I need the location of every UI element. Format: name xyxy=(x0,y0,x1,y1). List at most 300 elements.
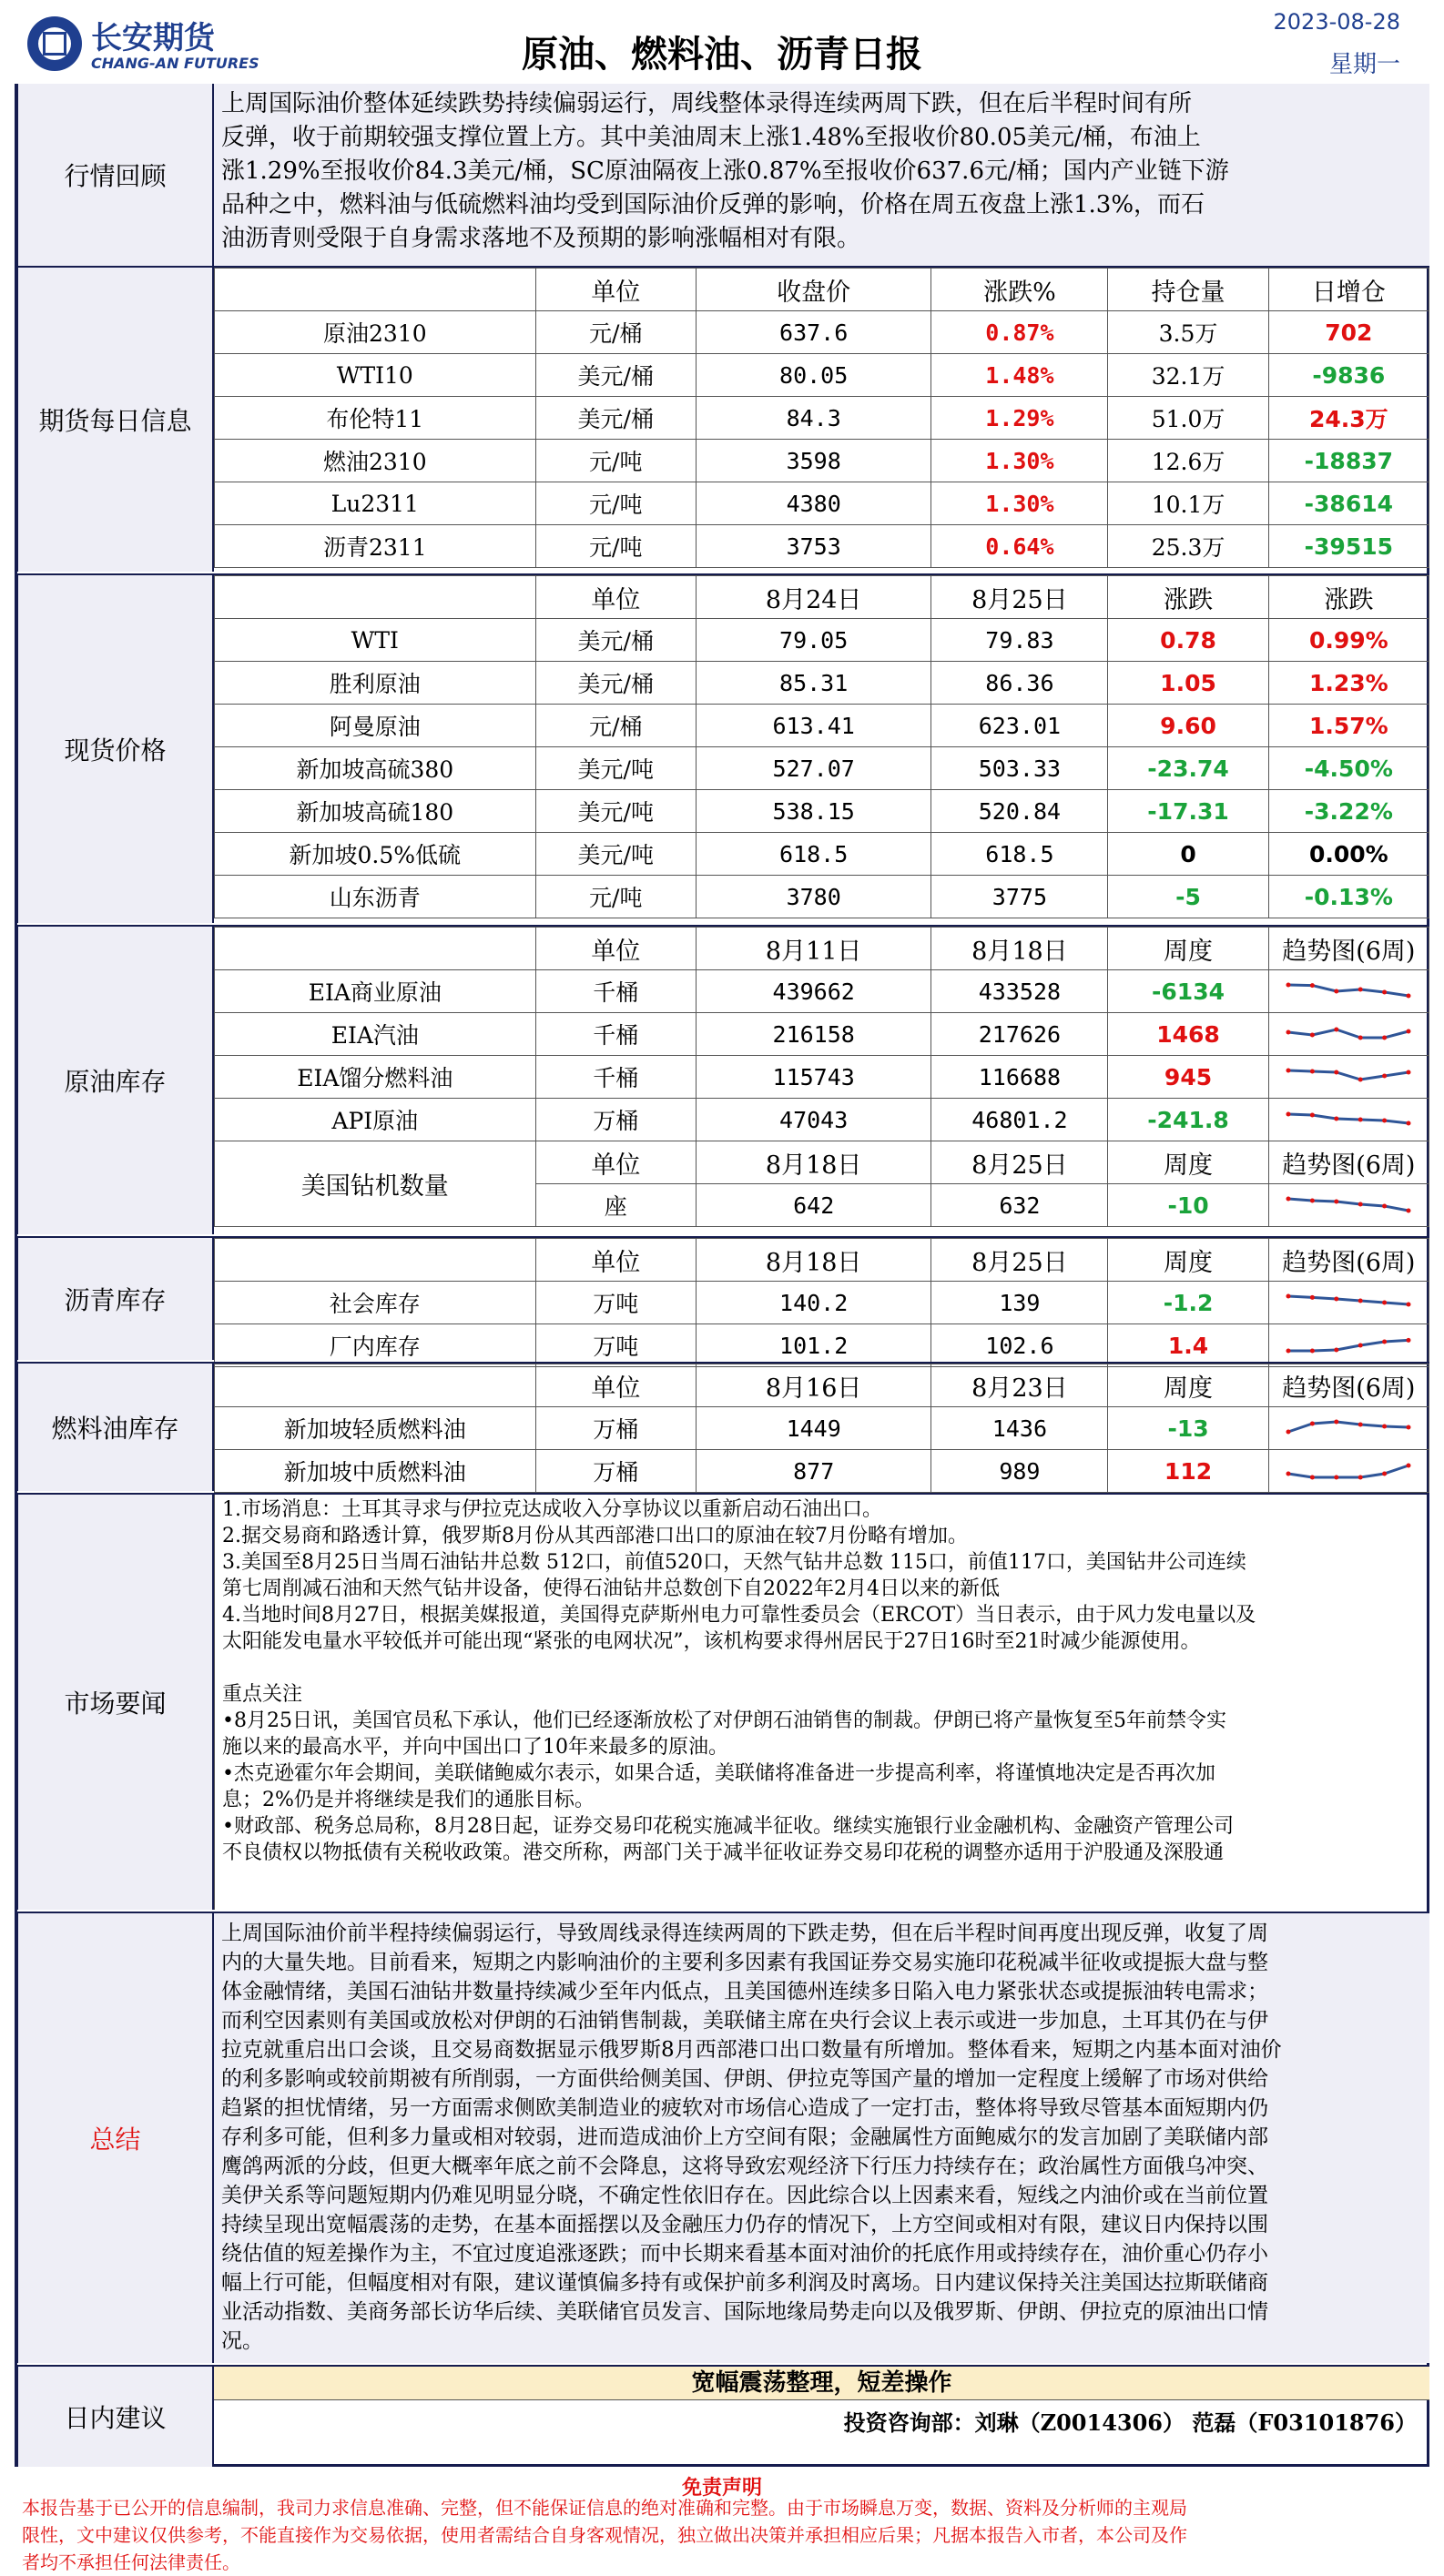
header-cell: 单位 xyxy=(535,269,696,311)
trend-point xyxy=(1310,1033,1315,1038)
contract-name: 沥青2311 xyxy=(215,525,536,568)
value-curr: 433528 xyxy=(931,970,1108,1013)
value-prev: 642 xyxy=(696,1184,931,1227)
header-cell: 8月25日 xyxy=(931,1141,1108,1184)
unit-cell: 座 xyxy=(535,1184,696,1227)
change-pct: 1.29% xyxy=(931,397,1108,440)
trend-point xyxy=(1286,1472,1291,1476)
change-pct: -4.50% xyxy=(1268,747,1429,790)
unit-cell: 元/吨 xyxy=(535,525,696,568)
trend-sparkline xyxy=(1285,1334,1412,1357)
text-line: 者均不承担任何法律责任。 xyxy=(22,2551,240,2573)
text-line: 限性，文中建议仅供参考，不能直接作为交易依据，使用者需结合自身客观情况，独立做出决策并承担相应后果；凡据本报告入市者，本公司及作 xyxy=(22,2524,1187,2546)
header-cell: 趋势图(6周) xyxy=(1268,928,1429,970)
text-line: 本报告基于已公开的信息编制，我司力求信息准确、完整，但不能保证信息的绝对准确和完整。由于市场瞬息万变，数据、资料及分析师的主观局 xyxy=(22,2497,1187,2519)
market-news-text xyxy=(222,1496,1422,1866)
weekly-change: -10 xyxy=(1108,1184,1268,1227)
table-row xyxy=(215,1099,1429,1141)
text-line: •8月25日讯，美国官员私下承认，他们已经逐渐放松了对伊朗石油销售的制裁。伊朗已将产量恢复至5年前禁令实 xyxy=(222,1709,1226,1732)
table-row xyxy=(215,1056,1429,1099)
price-prev: 527.07 xyxy=(696,747,931,790)
trend-cell xyxy=(1268,1407,1429,1450)
trend-point xyxy=(1407,1425,1411,1430)
table-row xyxy=(215,662,1429,705)
header-cell: 涨跌% xyxy=(931,269,1108,311)
section-label: 燃料油库存 xyxy=(15,1364,214,1491)
trend-sparkline xyxy=(1285,979,1412,1003)
close-price: 3753 xyxy=(696,525,931,568)
value-prev: 1449 xyxy=(696,1407,931,1450)
text-line: 2.据交易商和路透计算，俄罗斯8月份从其西部港口出口的原油在较7月份略有增加。 xyxy=(222,1525,968,1547)
trend-point xyxy=(1382,990,1387,995)
daily-oi-change: -39515 xyxy=(1268,525,1429,568)
inventory-name: 厂内库存 xyxy=(215,1324,536,1367)
crude-inventory-section xyxy=(15,925,1429,1234)
inventory-name: 新加坡中质燃料油 xyxy=(215,1450,536,1493)
close-price: 84.3 xyxy=(696,397,931,440)
open-interest: 25.3万 xyxy=(1108,525,1268,568)
value-prev: 216158 xyxy=(696,1013,931,1056)
spot-name: 新加坡高硫380 xyxy=(215,747,536,790)
table-header-row xyxy=(215,576,1429,619)
summary-text xyxy=(221,1919,1422,2356)
unit-cell: 元/吨 xyxy=(535,482,696,525)
trend-sparkline xyxy=(1285,1022,1412,1046)
table-header-row xyxy=(215,269,1429,311)
value-curr: 989 xyxy=(931,1450,1108,1493)
value-curr: 1436 xyxy=(931,1407,1108,1450)
fuel-oil-inventory-table xyxy=(214,1364,1429,1493)
change-abs: 0 xyxy=(1108,833,1268,876)
trend-point xyxy=(1407,1070,1411,1075)
analyst-credits: 投资咨询部：刘琳（Z0014306） 范磊（F03101876） xyxy=(843,2409,1417,2436)
change-pct: 1.30% xyxy=(931,440,1108,482)
text-line: 内的大量失地。目前看来，短期之内影响油价的主要利多因素有我国证券交易实施印花税减半征收或提振大盘与整 xyxy=(221,1951,1268,1974)
table-row xyxy=(215,876,1429,918)
rig-header-row xyxy=(215,1141,1429,1184)
trend-cell xyxy=(1268,1099,1429,1141)
unit-cell: 千桶 xyxy=(535,1056,696,1099)
change-pct: 1.23% xyxy=(1268,662,1429,705)
section-label: 现货价格 xyxy=(15,575,214,923)
change-pct: 0.64% xyxy=(931,525,1108,568)
trend-point xyxy=(1335,1117,1339,1121)
daily-oi-change: 702 xyxy=(1268,311,1429,354)
change-abs: 1.05 xyxy=(1108,662,1268,705)
spot-name: 山东沥青 xyxy=(215,876,536,918)
header-cell xyxy=(215,269,536,311)
text-line: 涨1.29%至报收价84.3美元/桶，SC原油隔夜上涨0.87%至报收价637.6元/桶；国内产业链下游 xyxy=(221,157,1229,185)
unit-cell: 万吨 xyxy=(535,1324,696,1367)
trend-line xyxy=(1288,985,1408,996)
report-weekday: 星期一 xyxy=(1328,51,1400,78)
header-cell xyxy=(215,1239,536,1282)
report-header xyxy=(0,0,1444,82)
trend-cell xyxy=(1268,970,1429,1013)
table-row xyxy=(215,482,1429,525)
trend-point xyxy=(1358,1036,1363,1040)
open-interest: 12.6万 xyxy=(1108,440,1268,482)
table-row xyxy=(215,1282,1429,1324)
text-line: 幅上行可能，但幅度相对有限，建议谨慎偏多持有或保护前多利润及时离场。日内建议保持关注美国达拉斯联储商 xyxy=(221,2271,1268,2295)
unit-cell: 美元/桶 xyxy=(535,354,696,397)
trend-point xyxy=(1335,1028,1339,1032)
table-row xyxy=(215,1450,1429,1493)
trend-point xyxy=(1310,1349,1315,1354)
trend-point xyxy=(1407,1303,1411,1307)
table-header-row xyxy=(215,1239,1429,1282)
review-section xyxy=(15,84,1429,266)
header-cell: 周度 xyxy=(1108,1239,1268,1282)
change-pct: 0.99% xyxy=(1268,619,1429,662)
price-curr: 79.83 xyxy=(931,619,1108,662)
header-cell xyxy=(215,928,536,970)
trend-point xyxy=(1310,983,1315,988)
price-curr: 86.36 xyxy=(931,662,1108,705)
daily-oi-change: -9836 xyxy=(1268,354,1429,397)
weekly-change: -241.8 xyxy=(1108,1099,1268,1141)
trend-point xyxy=(1335,989,1339,994)
unit-cell: 美元/桶 xyxy=(535,619,696,662)
text-line: 况。 xyxy=(221,2329,263,2353)
spot-name: 新加坡0.5%低硫 xyxy=(215,833,536,876)
weekly-change: 1468 xyxy=(1108,1013,1268,1056)
review-text xyxy=(221,87,1422,256)
company-name-en: CHANG-AN FUTURES xyxy=(91,55,259,72)
unit-cell: 美元/吨 xyxy=(535,833,696,876)
table-row xyxy=(215,525,1429,568)
trend-point xyxy=(1310,1422,1315,1426)
header-cell: 单位 xyxy=(535,576,696,619)
report-title: 原油、燃料油、沥青日报 xyxy=(522,34,922,76)
trend-cell xyxy=(1268,1184,1429,1227)
trend-sparkline xyxy=(1285,1193,1412,1217)
unit-cell: 万吨 xyxy=(535,1282,696,1324)
trend-point xyxy=(1407,1121,1411,1126)
spot-section xyxy=(15,573,1429,923)
trend-line xyxy=(1288,1340,1408,1351)
trend-point xyxy=(1382,1340,1387,1344)
price-curr: 623.01 xyxy=(931,705,1108,747)
contract-name: 燃油2310 xyxy=(215,440,536,482)
text-line: 反弹，收于前期较强支撑位置上方。其中美油周末上涨1.48%至报收价80.05美元/桶，布油上 xyxy=(221,124,1201,151)
text-line: 上周国际油价前半程持续偏弱运行，导致周线录得连续两周的下跌走势，但在后半程时间再度出现反弹，收复了周 xyxy=(221,1922,1268,1945)
trend-point xyxy=(1382,1472,1387,1476)
trend-point xyxy=(1382,1301,1387,1305)
trend-line xyxy=(1288,1070,1408,1080)
header-cell: 涨跌 xyxy=(1268,576,1429,619)
header-cell: 8月23日 xyxy=(931,1364,1108,1407)
value-prev: 101.2 xyxy=(696,1324,931,1367)
weekly-change: 112 xyxy=(1108,1450,1268,1493)
header-cell: 趋势图(6周) xyxy=(1268,1364,1429,1407)
trend-sparkline xyxy=(1285,1416,1412,1440)
unit-cell: 美元/吨 xyxy=(535,790,696,833)
daily-oi-change: -38614 xyxy=(1268,482,1429,525)
trend-point xyxy=(1310,1070,1315,1074)
value-prev: 877 xyxy=(696,1450,931,1493)
asphalt-inventory-section xyxy=(15,1236,1429,1360)
text-line: 业活动指数、美商务部长访华后续、美联储官员发言、国际地缘局势走向以及俄罗斯、伊朗、伊拉克的原油出口情 xyxy=(221,2300,1268,2324)
unit-cell: 元/桶 xyxy=(535,311,696,354)
text-line: 存利多可能，但利多力量或相对较弱，进而造成油价上方空间有限；金融属性方面鲍威尔的发言加剧了美联储内部 xyxy=(221,2125,1268,2149)
trend-point xyxy=(1382,1036,1387,1040)
trend-point xyxy=(1358,1299,1363,1303)
inventory-name: EIA商业原油 xyxy=(215,970,536,1013)
text-line: 趋紧的担忧情绪，另一方面需求侧欧美制造业的疲软对市场信心造成了一定打击，整体将导致尽管基本面短期内仍 xyxy=(221,2096,1268,2120)
trend-point xyxy=(1358,1118,1363,1122)
change-abs: -17.31 xyxy=(1108,790,1268,833)
table-row xyxy=(215,970,1429,1013)
price-prev: 613.41 xyxy=(696,705,931,747)
change-abs: 9.60 xyxy=(1108,705,1268,747)
spot-name: 阿曼原油 xyxy=(215,705,536,747)
inventory-name: 社会库存 xyxy=(215,1282,536,1324)
unit-cell: 美元/吨 xyxy=(535,747,696,790)
inventory-name: EIA馏分燃料油 xyxy=(215,1056,536,1099)
spot-name: WTI xyxy=(215,619,536,662)
price-prev: 538.15 xyxy=(696,790,931,833)
text-line: 体金融情绪，美国石油钻井数量持续减少至年内低点，且美国德州连续多日陷入电力紧张状态或提振油转电需求； xyxy=(221,1980,1268,2003)
trend-point xyxy=(1286,1030,1291,1035)
header-cell: 单位 xyxy=(535,1239,696,1282)
header-cell: 周度 xyxy=(1108,1141,1268,1184)
trend-cell xyxy=(1268,1013,1429,1056)
market-news-section xyxy=(15,1493,1429,1910)
open-interest: 10.1万 xyxy=(1108,482,1268,525)
text-line: 4.当地时间8月27日，根据美媒报道，美国得克萨斯州电力可靠性委员会（ERCOT）当日表示，由于风力发电量以及 xyxy=(222,1604,1256,1627)
header-cell: 趋势图(6周) xyxy=(1268,1141,1429,1184)
unit-cell: 美元/桶 xyxy=(535,397,696,440)
table-row xyxy=(215,354,1429,397)
trend-cell xyxy=(1268,1282,1429,1324)
value-prev: 439662 xyxy=(696,970,931,1013)
text-line: 而利空因素则有美国或放松对伊朗的石油销售制裁，美联储主席在央行会议上表示或进一步加息，土耳其仍在与伊 xyxy=(221,2009,1268,2033)
unit-cell: 万桶 xyxy=(535,1450,696,1493)
trend-cell xyxy=(1268,1450,1429,1493)
trend-point xyxy=(1407,994,1411,999)
advice-text: 宽幅震荡整理，短差操作 xyxy=(214,2367,1429,2400)
header-cell: 8月25日 xyxy=(931,1239,1108,1282)
trend-point xyxy=(1382,1119,1387,1123)
change-abs: -23.74 xyxy=(1108,747,1268,790)
rig-count-name: 美国钻机数量 xyxy=(215,1141,536,1227)
header-cell: 周度 xyxy=(1108,1364,1268,1407)
text-line: 拉克就重启出口会谈，且交易商数据显示俄罗斯8月西部港口出口数量有所增加。整体看来，短期之内基本面对油价 xyxy=(221,2038,1282,2062)
close-price: 637.6 xyxy=(696,311,931,354)
text-line: 持续呈现出宽幅震荡的走势，在基本面摇摆以及金融压力仍存的情况下，上方空间或相对有限，建议日内保持以围 xyxy=(221,2213,1268,2236)
table-header-row xyxy=(215,928,1429,970)
table-row xyxy=(215,747,1429,790)
header-cell xyxy=(215,576,536,619)
contract-name: 原油2310 xyxy=(215,311,536,354)
weekly-change: -1.2 xyxy=(1108,1282,1268,1324)
trend-point xyxy=(1286,1430,1291,1435)
header-cell xyxy=(215,1364,536,1407)
change-pct: 0.00% xyxy=(1268,833,1429,876)
text-line: 息；2%仍是并将继续是我们的通胀目标。 xyxy=(222,1789,595,1811)
intraday-advice-section xyxy=(15,2365,1429,2467)
unit-cell: 元/吨 xyxy=(535,440,696,482)
value-curr: 116688 xyxy=(931,1056,1108,1099)
price-curr: 618.5 xyxy=(931,833,1108,876)
table-row xyxy=(215,397,1429,440)
header-cell: 单位 xyxy=(535,928,696,970)
trend-point xyxy=(1310,1113,1315,1118)
text-line: 太阳能发电量水平较低并可能出现“紧张的电网状况”，该机构要求得州居民于27日16时至21时减少能源使用。 xyxy=(222,1630,1201,1653)
text-line: 不良债权以物抵债有关税收政策。港交所称，两部门关于减半征收证券交易印花税的调整亦适用于沪股通及深股通 xyxy=(222,1841,1225,1864)
trend-cell xyxy=(1268,1324,1429,1367)
price-prev: 3780 xyxy=(696,876,931,918)
value-curr: 217626 xyxy=(931,1013,1108,1056)
trend-point xyxy=(1335,1348,1339,1353)
company-name-cn: 长安期货 xyxy=(91,20,215,56)
inventory-name: 新加坡轻质燃料油 xyxy=(215,1407,536,1450)
trend-point xyxy=(1335,1200,1339,1204)
trend-point xyxy=(1335,1070,1339,1075)
change-pct: 1.30% xyxy=(931,482,1108,525)
price-curr: 520.84 xyxy=(931,790,1108,833)
table-row xyxy=(215,705,1429,747)
text-line: 绕估值的短差操作为主，不宜过度追涨逐跌；而中长期来看基本面对油价的托底作用或持续存在，油价重心仍存小 xyxy=(221,2242,1268,2266)
header-cell: 8月16日 xyxy=(696,1364,931,1407)
text-line: 重点关注 xyxy=(222,1683,303,1706)
text-line: 施以来的最高水平，并向中国出口了10年来最多的原油。 xyxy=(222,1736,728,1759)
section-label: 行情回顾 xyxy=(15,84,214,266)
text-line: 鹰鸽两派的分歧，但更大概率年底之前不会降息，这将导致宏观经济下行压力持续存在；政治属性方面俄乌冲突、 xyxy=(221,2155,1268,2178)
value-curr: 102.6 xyxy=(931,1324,1108,1367)
header-cell: 持仓量 xyxy=(1108,269,1268,311)
trend-cell xyxy=(1268,1056,1429,1099)
weekly-change: 1.4 xyxy=(1108,1324,1268,1367)
table-row xyxy=(215,1013,1429,1056)
trend-line xyxy=(1288,1199,1408,1211)
text-line: •财政部、税务总局称，8月28日起，证券交易印花税实施减半征收。继续实施银行业金融机构、金融资产管理公司 xyxy=(222,1815,1234,1838)
weekly-change: -13 xyxy=(1108,1407,1268,1450)
trend-point xyxy=(1335,1297,1339,1302)
table-row xyxy=(215,1324,1429,1367)
table-row xyxy=(215,790,1429,833)
header-cell: 8月18日 xyxy=(931,928,1108,970)
text-line xyxy=(222,1655,1422,1681)
futures-table xyxy=(214,268,1429,568)
trend-point xyxy=(1358,1202,1363,1207)
trend-sparkline xyxy=(1285,1291,1412,1314)
trend-point xyxy=(1335,1420,1339,1425)
change-pct: 1.57% xyxy=(1268,705,1429,747)
trend-point xyxy=(1358,1476,1363,1480)
header-cell: 单位 xyxy=(535,1141,696,1184)
contract-name: WTI10 xyxy=(215,354,536,397)
unit-cell: 万桶 xyxy=(535,1407,696,1450)
disclaimer-title: 免责声明 xyxy=(681,2476,762,2500)
trend-point xyxy=(1358,988,1363,992)
section-label: 原油库存 xyxy=(15,927,214,1234)
change-pct: 0.87% xyxy=(931,311,1108,354)
daily-oi-change: -18837 xyxy=(1268,440,1429,482)
section-label: 市场要闻 xyxy=(15,1495,214,1910)
table-row xyxy=(215,619,1429,662)
trend-point xyxy=(1310,1476,1315,1480)
header-cell: 周度 xyxy=(1108,928,1268,970)
trend-point xyxy=(1310,1295,1315,1300)
trend-point xyxy=(1382,1425,1387,1429)
trend-point xyxy=(1310,1199,1315,1203)
value-curr: 46801.2 xyxy=(931,1099,1108,1141)
text-line: 第七周削减石油和天然气钻井设备，使得石油钻井总数创下自2022年2月4日以来的新低 xyxy=(222,1577,1000,1600)
inventory-name: API原油 xyxy=(215,1099,536,1141)
contract-name: Lu2311 xyxy=(215,482,536,525)
trend-point xyxy=(1407,1209,1411,1213)
close-price: 80.05 xyxy=(696,354,931,397)
trend-point xyxy=(1407,1464,1411,1468)
open-interest: 3.5万 xyxy=(1108,311,1268,354)
header-cell: 8月25日 xyxy=(931,576,1108,619)
trend-sparkline xyxy=(1285,1108,1412,1131)
trend-point xyxy=(1382,1204,1387,1209)
text-line: 3.美国至8月25日当周石油钻井总数 512口，前值520口，天然气钻井总数 115口，前值117口，美国钻井公司连续 xyxy=(222,1551,1246,1574)
crude-inventory-table xyxy=(214,927,1429,1227)
trend-point xyxy=(1407,1029,1411,1034)
header-cell: 单位 xyxy=(535,1364,696,1407)
header-cell: 8月11日 xyxy=(696,928,931,970)
trend-line xyxy=(1288,1114,1408,1123)
trend-point xyxy=(1407,1338,1411,1343)
price-prev: 85.31 xyxy=(696,662,931,705)
trend-point xyxy=(1358,1344,1363,1348)
price-curr: 3775 xyxy=(931,876,1108,918)
unit-cell: 万桶 xyxy=(535,1099,696,1141)
asphalt-inventory-table xyxy=(214,1238,1429,1367)
trend-point xyxy=(1286,1349,1291,1354)
inventory-name: EIA汽油 xyxy=(215,1013,536,1056)
change-pct: -3.22% xyxy=(1268,790,1429,833)
table-row xyxy=(215,440,1429,482)
trend-line xyxy=(1288,1296,1408,1304)
trend-line xyxy=(1288,1422,1408,1432)
unit-cell: 千桶 xyxy=(535,970,696,1013)
trend-point xyxy=(1286,1112,1291,1117)
change-pct: 1.48% xyxy=(931,354,1108,397)
trend-line xyxy=(1288,1465,1408,1477)
price-prev: 618.5 xyxy=(696,833,931,876)
weekly-change: -6134 xyxy=(1108,970,1268,1013)
header-cell: 8月24日 xyxy=(696,576,931,619)
trend-point xyxy=(1286,1069,1291,1073)
header-cell: 趋势图(6周) xyxy=(1268,1239,1429,1282)
value-curr: 632 xyxy=(931,1184,1108,1227)
close-price: 3598 xyxy=(696,440,931,482)
weekly-change: 945 xyxy=(1108,1056,1268,1099)
trend-point xyxy=(1335,1476,1339,1480)
header-cell: 收盘价 xyxy=(696,269,931,311)
trend-point xyxy=(1382,1074,1387,1079)
price-prev: 79.05 xyxy=(696,619,931,662)
spot-name: 新加坡高硫180 xyxy=(215,790,536,833)
trend-point xyxy=(1358,1078,1363,1082)
trend-point xyxy=(1358,1423,1363,1427)
change-pct: -0.13% xyxy=(1268,876,1429,918)
spot-name: 胜利原油 xyxy=(215,662,536,705)
section-label: 总结 xyxy=(15,1913,214,2363)
trend-point xyxy=(1286,1197,1291,1202)
text-line: 品种之中，燃料油与低硫燃料油均受到国际油价反弹的影响，价格在周五夜盘上涨1.3%，而石 xyxy=(221,191,1205,218)
header-cell: 日增仓 xyxy=(1268,269,1429,311)
text-line: 1.市场消息：土耳其寻求与伊拉克达成收入分享协议以重新启动石油出口。 xyxy=(222,1498,882,1521)
spot-table xyxy=(214,575,1429,918)
section-label: 期货每日信息 xyxy=(15,268,214,572)
trend-point xyxy=(1286,1294,1291,1299)
